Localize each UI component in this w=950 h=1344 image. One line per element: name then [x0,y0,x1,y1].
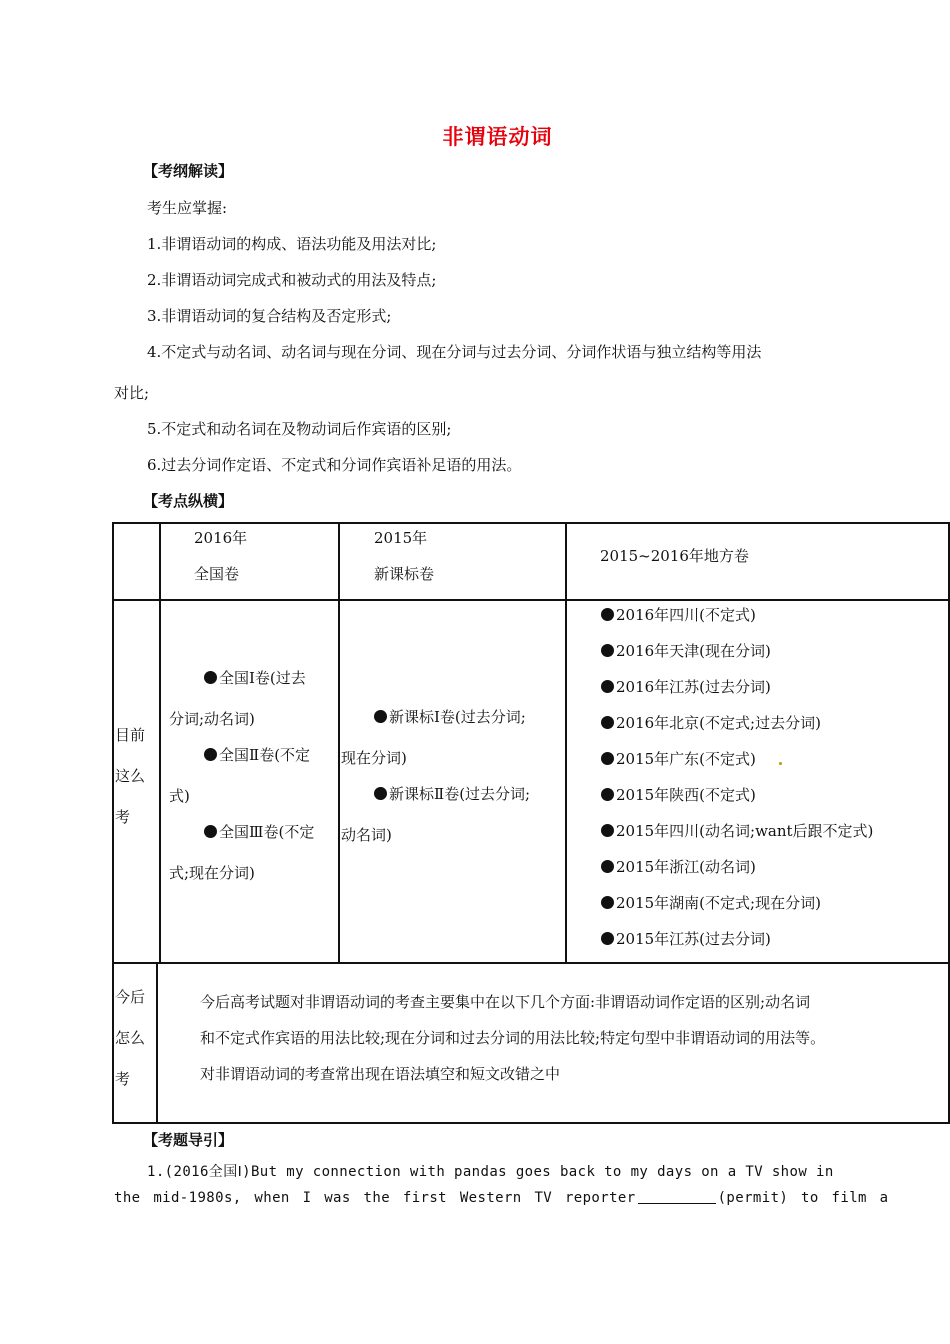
row1-label-line3: 考 [115,808,131,826]
header-2015-new-standard: 新课标卷 [374,565,435,583]
page-title: 非谓语动词 [442,125,553,149]
list-item: 2016年北京(不定式;过去分词) [601,713,873,749]
bullet-icon [601,860,614,873]
local-papers-list [601,605,873,965]
bullet-icon [204,671,217,684]
table-divider-header [112,599,950,601]
national-item-2-cont: 式) [169,787,190,805]
list-item: 2016年四川(不定式) [601,605,873,641]
table-col-divider-1 [159,522,161,963]
outline-item-4: 4.不定式与动名词、动名词与现在分词、现在分词与过去分词、分词作状语与独立结构等用法 [147,343,762,361]
bullet-icon [601,608,614,621]
outline-item-4-continued: 对比; [114,384,150,402]
new-standard-item-2-cont: 动名词) [341,826,392,844]
bullet-icon [601,824,614,837]
list-item: 2016年江苏(过去分词) [601,677,873,713]
header-2016-national: 全国卷 [194,565,240,583]
header-2016-year: 2016年 [194,529,248,547]
table-border-bottom [112,1122,950,1124]
row1-label-line2: 这么 [115,767,146,785]
future-trend-line2: 和不定式作宾语的用法比较;现在分词和过去分词的用法比较;特定句型中非谓语动词的用法等。 [200,1029,826,1047]
bullet-icon [374,710,387,723]
list-item: 2016年天津(现在分词) [601,641,873,677]
stray-mark [779,762,782,765]
national-item-3: 全国Ⅲ卷(不定 [204,822,314,842]
future-trend-line1: 今后高考试题对非谓语动词的考查主要集中在以下几个方面:非谓语动词作定语的区别;动名词 [200,993,811,1011]
header-2015-year: 2015年 [374,529,428,547]
section-heading-exam-guide: 【考题导引】 [143,1131,234,1149]
national-item-1: 全国Ⅰ卷(过去 [204,668,306,688]
outline-item-5: 5.不定式和动名词在及物动词后作宾语的区别; [147,420,452,438]
list-item: 2015年广东(不定式) [601,749,873,785]
bullet-icon [601,752,614,765]
exam-points-table [112,522,950,1124]
table-border-top [112,522,950,524]
bullet-icon [601,788,614,801]
national-item-2: 全国Ⅱ卷(不定 [204,745,310,765]
outline-item-1: 1.非谓语动词的构成、语法功能及用法对比; [147,235,437,253]
answer-blank[interactable] [638,1189,716,1204]
outline-item-3: 3.非谓语动词的复合结构及否定形式; [147,307,392,325]
header-local-papers: 2015~2016年地方卷 [600,547,749,565]
national-item-1-cont: 分词;动名词) [169,710,255,728]
intro-text: 考生应掌握: [147,199,228,217]
outline-item-6: 6.过去分词作定语、不定式和分词作宾语补足语的用法。 [147,456,522,474]
bullet-icon [374,787,387,800]
table-border-right [948,522,950,1124]
table-border-left [112,522,114,1124]
outline-item-2: 2.非谓语动词完成式和被动式的用法及特点; [147,271,437,289]
bullet-icon [601,896,614,909]
new-standard-item-2: 新课标Ⅱ卷(过去分词; [374,784,530,804]
list-item: 2015年陕西(不定式) [601,785,873,821]
list-item: 2015年四川(动名词;want后跟不定式) [601,821,873,857]
row2-label-line2: 怎么 [115,1029,146,1047]
section-heading-exam-points: 【考点纵横】 [143,492,234,510]
bullet-icon [601,680,614,693]
bullet-icon [601,716,614,729]
bullet-icon [601,644,614,657]
future-trend-line3: 对非谓语动词的考查常出现在语法填空和短文改错之中 [200,1065,561,1083]
table-col-divider-2 [338,522,340,963]
new-standard-item-1-cont: 现在分词) [341,749,407,767]
table-col-divider-3 [565,522,567,963]
list-item: 2015年湖南(不定式;现在分词) [601,893,873,929]
question-1-line1: 1.(2016全国Ⅰ)But my connection with pandas goes back to my days on a TV show in [147,1164,834,1180]
national-item-3-cont: 式;现在分词) [169,864,255,882]
list-item: 2015年浙江(动名词) [601,857,873,893]
bullet-icon [204,748,217,761]
new-standard-item-1: 新课标Ⅰ卷(过去分词; [374,707,526,727]
table-col-divider-1b [156,962,158,1124]
bullet-icon [204,825,217,838]
row2-label-line3: 考 [115,1070,131,1088]
bullet-icon [601,932,614,945]
list-item: 2015年江苏(过去分词) [601,929,873,965]
row1-label-line1: 目前 [115,726,146,744]
section-heading-outline: 【考纲解读】 [143,162,234,180]
row2-label-line1: 今后 [115,988,146,1006]
question-1-line2: the mid-1980s, when I was the first Western TV reporter (permit) to film a [114,1190,889,1206]
